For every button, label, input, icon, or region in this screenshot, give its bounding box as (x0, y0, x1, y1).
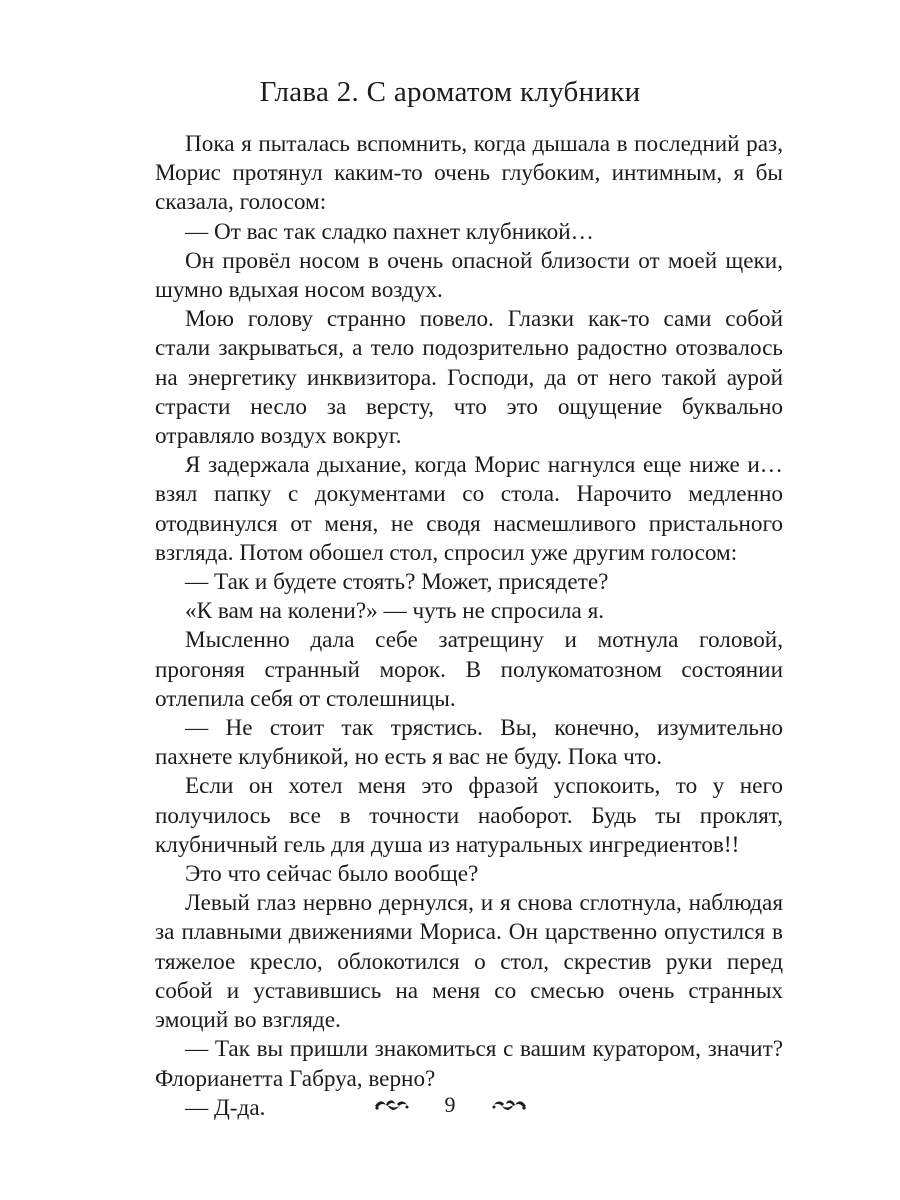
paragraph: — Д-да. (185, 1094, 266, 1121)
floral-ornament-icon (373, 1096, 411, 1114)
paragraph: Я задержала дыхание, когда Морис нагнулся еще ниже и… взял папку с документами со стола. Нарочито медленно отодвинулся от меня, не сводя насмешливого пристального взгляда. Потом обошел стол, спросил уже другим голосом: (155, 452, 783, 566)
paragraph: — Так и будете стоять? Может, присядете? (185, 569, 609, 596)
paragraph: Если он хотел меня это фразой успокоить, то у него получилось все в точности наоборот. Будь ты проклят, клубничный гель для душа из натуральных ингредиентов!! (155, 773, 783, 858)
body-text (155, 130, 783, 1123)
paragraph: Мою голову странно повело. Глазки как-то сами собой стали закрываться, а тело подозрительно радостно отозвалось на энергетику инквизитора. Господи, да от него такой аурой страсти несло за версту, что это ощущение буквально отравляло воздух вокруг. (155, 306, 783, 450)
paragraph: Пока я пыталась вспомнить, когда дышала в последний раз, Морис протянул каким-то очень глубоким, интимным, я бы сказала, голосом: (155, 131, 783, 216)
page-number: 9 (444, 1092, 456, 1117)
paragraph: «К вам на колени?» — чуть не спросила я. (185, 598, 605, 625)
paragraph: — Не стоит так трястись. Вы, конечно, изумительно пахнете клубникой, но есть я вас не буду. Пока что. (155, 715, 783, 771)
paragraph: — Так вы пришли знакомиться с вашим куратором, значит? Флорианетта Габруа, верно? (155, 1036, 783, 1092)
floral-ornament-icon (490, 1096, 528, 1114)
paragraph: Это что сейчас было вообще? (185, 861, 479, 888)
paragraph: Мысленно дала себе затрещину и мотнула головой, прогоняя странный морок. В полукоматозном состоянии отлепила себя от столешницы. (155, 627, 783, 712)
paragraph: — От вас так сладко пахнет клубникой… (185, 218, 594, 245)
paragraph: Левый глаз нервно дернулся, и я снова сглотнула, наблюдая за плавными движениями Мориса. Он царственно опустился в тяжелое кресло, облокотился о стол, скрестив руки перед собой и уставившись на меня со смесью очень странных эмоций во взгляде. (155, 890, 783, 1034)
paragraph: Он провёл носом в очень опасной близости от моей щеки, шумно вдыхая носом воздух. (155, 247, 783, 304)
page-footer (0, 1085, 900, 1125)
chapter-title: Глава 2. С ароматом клубники (259, 76, 641, 108)
